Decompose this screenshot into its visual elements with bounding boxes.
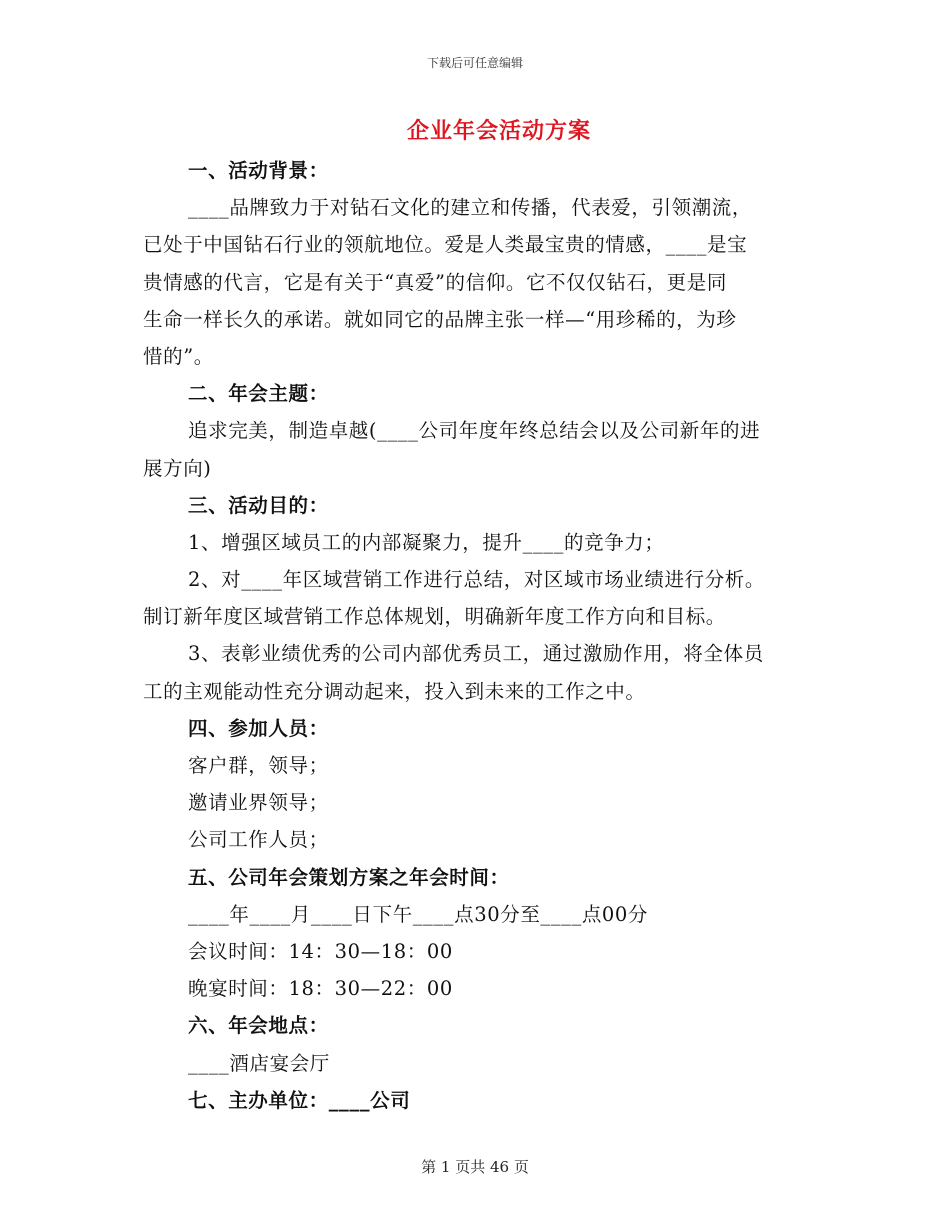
- section-heading-purpose: 三、活动目的：: [188, 493, 329, 517]
- page-header-note: 下载后可任意编辑: [426, 56, 523, 70]
- paragraph-line: 贵情感的代言，它是有关于“真爱”的信仰。它不仅仅钻石，更是同: [143, 270, 727, 294]
- section-heading-time: 五、公司年会策划方案之年会时间：: [188, 865, 510, 889]
- paragraph-line: 1、增强区域员工的内部凝聚力，提升____的竞争力；: [188, 530, 665, 554]
- paragraph-line: 工的主观能动性充分调动起来，投入到未来的工作之中。: [143, 679, 646, 703]
- paragraph-line: 追求完美，制造卓越(____公司年度年终总结会以及公司新年的进: [188, 419, 761, 443]
- paragraph-line: ____年____月____日下午____点30分至____点00分: [188, 902, 649, 926]
- section-heading-background: 一、活动背景：: [188, 159, 329, 182]
- paragraph-line: ____酒店宴会厅: [188, 1051, 330, 1075]
- paragraph-line: 已处于中国钻石行业的领航地位。爱是人类最宝贵的情感，____是宝: [143, 233, 748, 257]
- list-item: 公司工作人员；: [188, 828, 329, 852]
- paragraph-line: 会议时间：14：30—18：00: [188, 939, 453, 963]
- paragraph-line: 2、对____年区域营销工作进行总结，对区域市场业绩进行分析。: [188, 568, 766, 592]
- list-item: 邀请业界领导；: [188, 791, 329, 815]
- paragraph-line: 3、表彰业绩优秀的公司内部优秀员工，通过激励作用，将全体员: [188, 642, 764, 666]
- section-heading-organizer: 七、主办单位：____公司: [188, 1088, 411, 1112]
- paragraph-line: 晚宴时间：18：30—22：00: [188, 977, 453, 1001]
- document-body: [143, 152, 813, 1119]
- paragraph-line: 展方向): [143, 456, 212, 480]
- section-heading-theme: 二、年会主题：: [188, 382, 329, 406]
- paragraph-line: ____品牌致力于对钻石文化的建立和传播，代表爱，引领潮流，: [188, 196, 753, 220]
- page-number: 第 1 页共 46 页: [421, 1158, 529, 1176]
- section-heading-participants: 四、参加人员：: [188, 716, 329, 740]
- paragraph-line: 惜的”。: [143, 344, 214, 368]
- list-item: 客户群，领导；: [188, 754, 329, 777]
- paragraph-line: 生命一样长久的承诺。就如同它的品牌主张一样—“用珍稀的，为珍: [143, 307, 737, 331]
- paragraph-line: 制订新年度区域营销工作总体规划，明确新年度工作方向和目标。: [143, 605, 726, 629]
- section-heading-venue: 六、年会地点：: [188, 1014, 329, 1038]
- document-title: 企业年会活动方案: [406, 118, 591, 144]
